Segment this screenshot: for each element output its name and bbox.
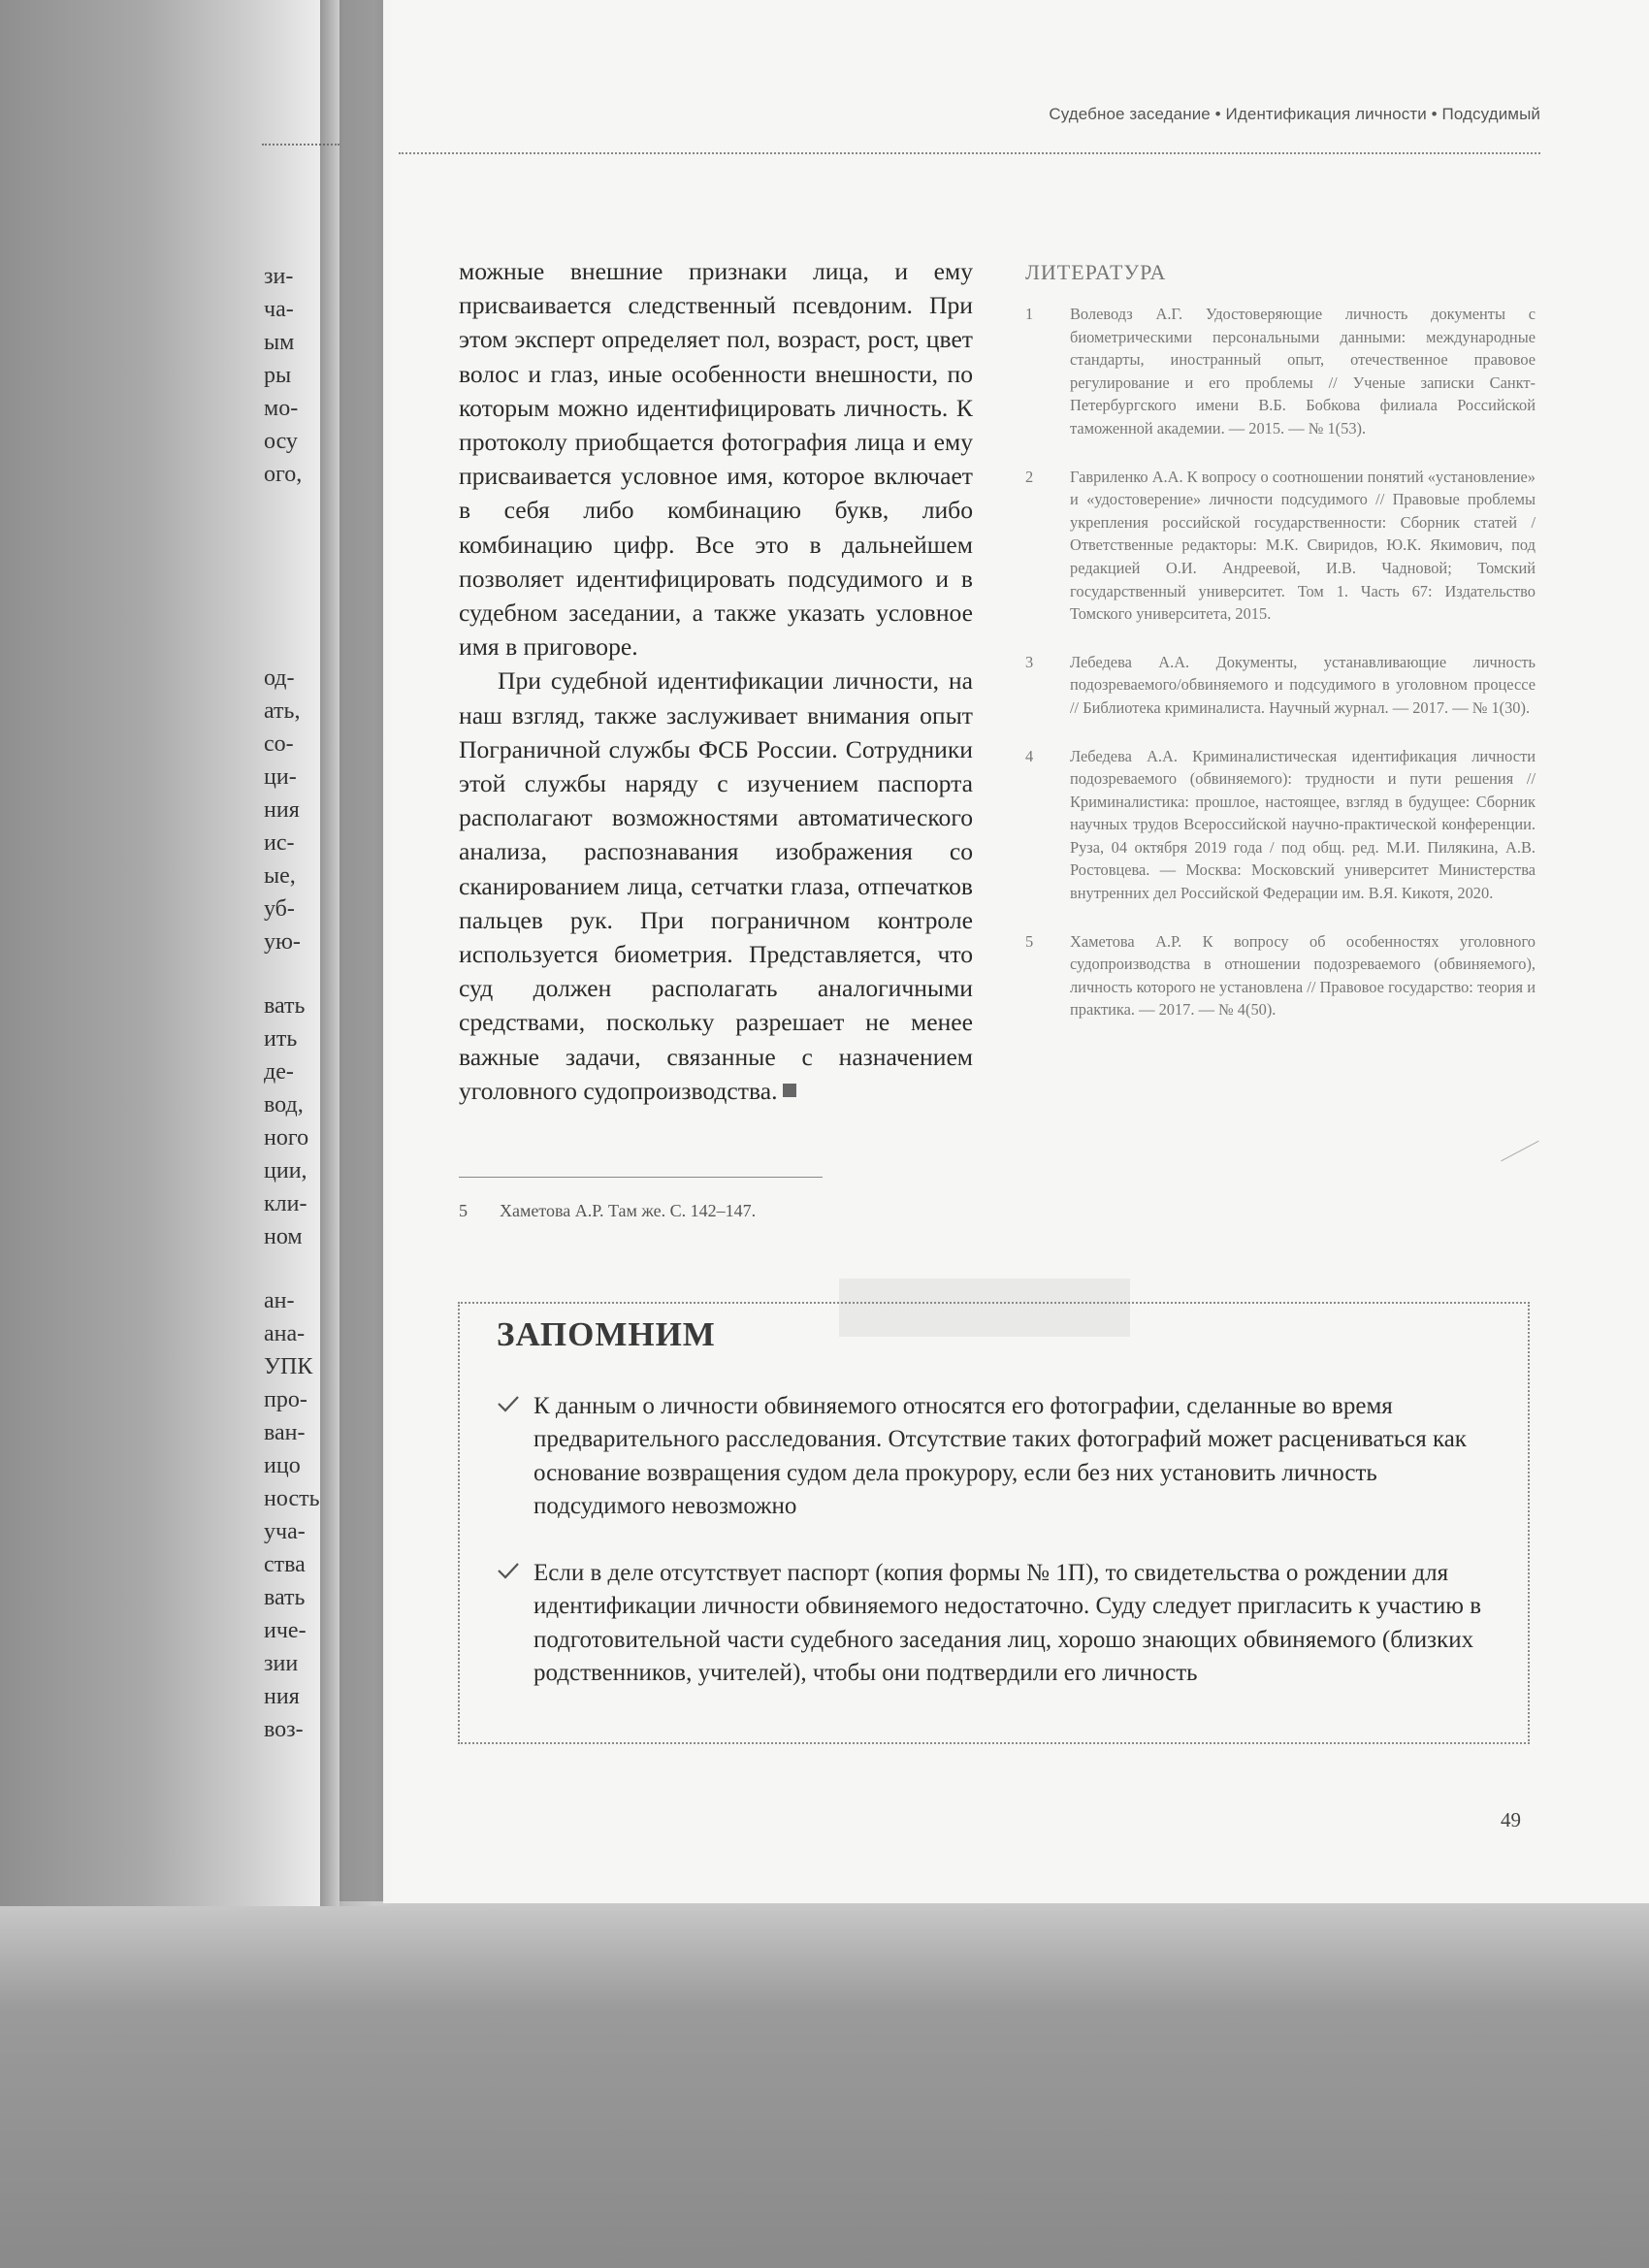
footnote-rule: [459, 1177, 823, 1178]
literature-item: [1025, 930, 1536, 1021]
previous-page-fragment: ном: [264, 1224, 303, 1249]
literature-item-number: 5: [1025, 931, 1034, 951]
previous-page-strip: [0, 0, 340, 1906]
previous-page-fragment: ым: [264, 330, 295, 355]
previous-page-fragment: ые,: [264, 863, 296, 889]
previous-page-fragment: уб-: [264, 896, 295, 922]
literature-item: [1025, 303, 1536, 440]
callout-item-text: Если в деле отсутствует паспорт (копия формы № 1П), то свидетельства о рождении для идентификации личности обвиняемого недостаточно. Суду следует пригласить к участию в подготовительной части судебного заседания лиц, хорошо знающих обвиняемого (близких родственников, учителей), чтобы они подтвердили его личность: [534, 1560, 1482, 1687]
check-icon: [497, 1390, 534, 1524]
page-number: 49: [1501, 1808, 1521, 1831]
previous-page-fragment: осу: [264, 429, 298, 454]
running-head-rule: [399, 152, 1540, 154]
previous-page-fragment: со-: [264, 731, 294, 757]
main-text-column: [459, 254, 973, 1108]
literature-column: [1025, 260, 1536, 1047]
literature-item-text: Гавриленко А.А. К вопросу о соотношении понятий «установление» и «удостоверение» личности подсудимого // Правовые проблемы укрепления российской государственности: Сборник статей / Ответственные редакторы: М.К. Свиридов, Ю.К. Якимович, под редакцией О.И. Андреевой, И.В. Чадновой; Томский государственный университет. Том 1. Часть 67: Издательство Томского университета, 2015.: [1070, 467, 1536, 624]
previous-page-fragment: ци-: [264, 764, 297, 790]
previous-page-fragment: ния: [264, 797, 300, 823]
previous-page-fragment: ана-: [264, 1321, 306, 1346]
literature-item-number: 4: [1025, 746, 1034, 765]
previous-page-fragment: вод,: [264, 1092, 304, 1118]
previous-page-fragment: иче-: [264, 1618, 307, 1643]
pencil-mark: [1501, 1141, 1538, 1162]
previous-page-fragment: зии: [264, 1651, 299, 1676]
previous-page-fragment: ния: [264, 1684, 300, 1709]
previous-page-fragment: ча-: [264, 297, 294, 322]
book-page: [383, 0, 1649, 1903]
previous-page-fragment: зи-: [264, 264, 294, 289]
end-of-text-square-icon: [783, 1084, 796, 1097]
previous-page-fragment: вать: [264, 1585, 306, 1610]
previous-page-fragment: ую-: [264, 929, 301, 955]
previous-page-fragment: од-: [264, 665, 295, 691]
previous-page-fragment: мо-: [264, 396, 299, 421]
previous-page-fragment: ого,: [264, 462, 303, 487]
literature-item: [1025, 466, 1536, 626]
literature-title: ЛИТЕРАТУРА: [1025, 260, 1167, 284]
literature-item: [1025, 651, 1536, 720]
previous-page-fragment: уча-: [264, 1519, 306, 1544]
literature-item-text: Лебедева А.А. Документы, устанавливающие личность подозреваемого/обвиняемого и подсудимого в уголовном процессе // Библиотека криминалиста. Научный журнал. — 2017. — № 1(30).: [1070, 652, 1536, 717]
running-head: Судебное заседание • Идентификация личности • Подсудимый: [1049, 105, 1540, 123]
page-fold-shadow: [320, 0, 398, 1906]
previous-page-fragment: ного: [264, 1125, 309, 1150]
callout-item-text: К данным о личности обвиняемого относятся его фотографии, сделанные во время предварительного расследования. Отсутствие таких фотографий может расцениваться как основание возвращения судом дела прокурору, если без них установить личность подсудимого невозможно: [534, 1393, 1467, 1520]
previous-page-fragment: ции,: [264, 1158, 307, 1183]
callout-title: ЗАПОМНИМ: [497, 1315, 716, 1353]
footnote-text: Хаметова А.Р. Там же. С. 142–147.: [500, 1201, 757, 1220]
literature-item-text: Волеводз А.Г. Удостоверяющие личность документы с биометрическими персональными данными: международные стандарты, иностранный опыт, отечественное правовое регулирование и его проблемы // Ученые записки Санкт-Петербургского имени В.Б. Бобкова филиала Российской таможенной академии. — 2015. — № 1(53).: [1070, 305, 1536, 437]
main-paragraph-2: При судебной идентификации личности, на наш взгляд, также заслуживает внимания опыт Пограничной службы ФСБ России. Сотрудники этой службы наряду с изучением паспорта располагают возможностями автоматического анализа, распознавания изображения со сканированием лица, сетчатки глаза, отпечатков пальцев рук. При пограничном контроле используется биометрия. Представляется, что суд должен располагать аналогичными средствами, поскольку разрешает не менее важные задачи, связанные с назначением уголовного судопроизводства.: [459, 666, 973, 1105]
literature-item-number: 2: [1025, 467, 1034, 486]
previous-page-fragment: УПК: [264, 1354, 313, 1379]
previous-page-fragment: ан-: [264, 1288, 295, 1313]
previous-page-fragment: вать: [264, 993, 306, 1019]
previous-page-fragment: воз-: [264, 1717, 304, 1742]
previous-page-fragment: ства: [264, 1552, 306, 1577]
scanner-background: [0, 1901, 1649, 2268]
previous-page-fragment: ван-: [264, 1420, 306, 1445]
previous-page-fragment: ры: [264, 363, 292, 388]
literature-item-text: Хаметова А.Р. К вопросу об особенностях уголовного судопроизводства в отношении подозреваемого (обвиняемого), личность которого не установлена // Правовое государство: теория и практика. — 2017. — № 4(50).: [1070, 931, 1536, 1020]
previous-page-fragment: ицо: [264, 1453, 301, 1478]
literature-item: [1025, 745, 1536, 905]
footnote: [459, 1199, 756, 1222]
literature-item-text: Лебедева А.А. Криминалистическая идентификация личности подозреваемого (обвиняемого): трудности и пути решения // Криминалистика: прошлое, настоящее, взгляд в будущее: Сборник научных трудов Всероссийской научно-практической конференции. Руза, 04 октября 2019 года / под общ. ред. М.И. Пилякина, А.В. Ростовцева. — Москва: Московский университет Министерства внутренних дел Российской Федерации им. В.Я. Кикотя, 2020.: [1070, 746, 1536, 903]
previous-page-fragment: ис-: [264, 830, 295, 856]
previous-page-fragment: де-: [264, 1059, 294, 1085]
previous-page-fragment: про-: [264, 1387, 307, 1412]
callout-item: [497, 1390, 1486, 1524]
previous-page-fragment: ать,: [264, 698, 301, 724]
previous-page-fragment: кли-: [264, 1191, 307, 1216]
remember-callout-box: [458, 1302, 1530, 1744]
previous-page-fragment: ность: [264, 1486, 320, 1511]
previous-page-fragment: ить: [264, 1026, 298, 1052]
check-icon: [497, 1557, 534, 1691]
main-paragraph-1: можные внешние признаки лица, и ему присваивается следственный псевдоним. При этом эксперт определяет пол, возраст, рост, цвет волос и глаз, иные особенности внешности, по которым можно идентифицировать личность. К протоколу приобщается фотография лица и ему присваивается условное имя, которое включает в себя либо комбинацию букв, либо комбинацию цифр. Все это в дальнейшем позволяет идентифицировать подсудимого и в судебном заседании, а также указать условное имя в приговоре.: [459, 257, 973, 662]
footnote-number: 5: [459, 1201, 468, 1220]
callout-item: [497, 1557, 1486, 1691]
literature-item-number: 1: [1025, 305, 1034, 323]
literature-item-number: 3: [1025, 652, 1034, 671]
